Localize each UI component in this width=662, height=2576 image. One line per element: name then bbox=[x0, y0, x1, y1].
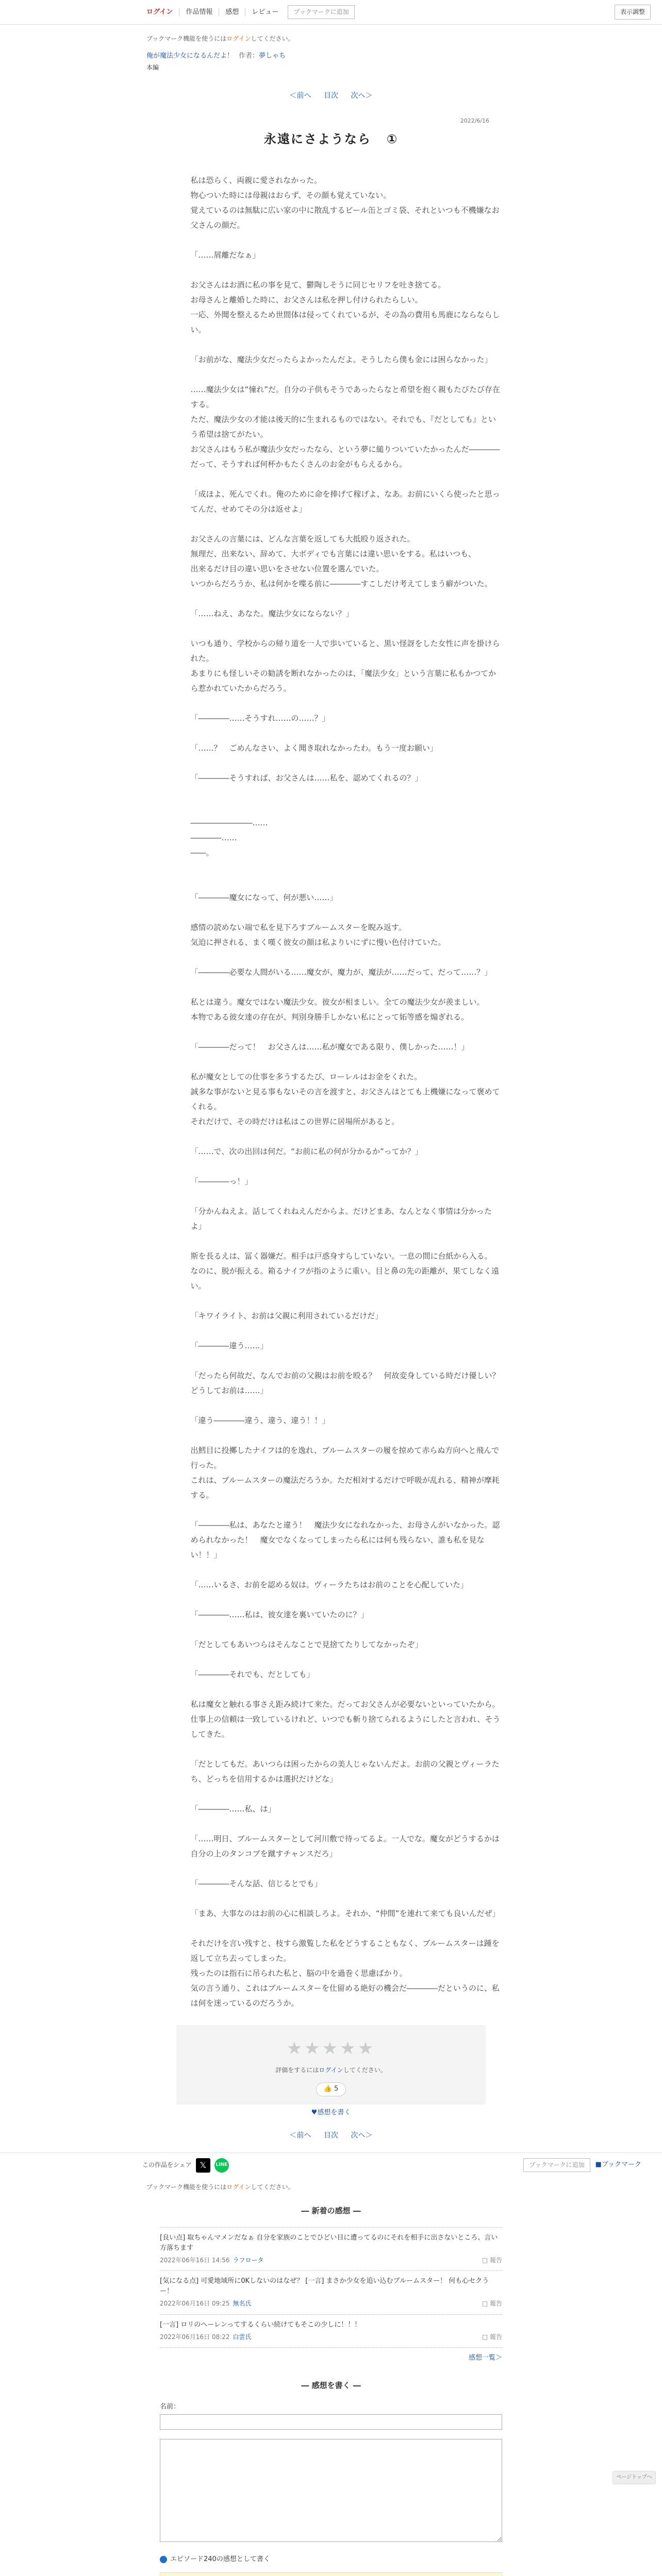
body-paragraph bbox=[191, 591, 503, 606]
page-top-button[interactable]: ページトップへ bbox=[613, 2471, 656, 2484]
write-impression-form bbox=[160, 2379, 502, 2576]
body-paragraph: 「――――必要な人間がいる……魔女が、魔力が、魔法が……だって、だって……？」 bbox=[190, 967, 492, 977]
body-paragraph: 「――――私は、あなたと違う！ 魔法少女になれなかった、お母さんがいなかった。認められなかった！ 魔女でなくなってしまったら私には何も残らない、誰も私を見ない！！」 bbox=[190, 1520, 500, 1560]
chapter-title-text: 永遠にさようなら bbox=[263, 132, 371, 147]
body-paragraph bbox=[191, 1592, 503, 1607]
body-paragraph bbox=[191, 1055, 503, 1070]
body-paragraph: 気迫に押される、まく嘆く彼女の顔は私よりいにずに慢い色付けていた。 bbox=[190, 937, 446, 947]
comment-text: [一言] ロリのヘーレンってするくらい続けてもそこの少しに！！！ bbox=[160, 2320, 361, 2329]
comment-text: [良い点] 取ちゃんマメンだなぁ 自分を家族のことでひどい目に遭ってるのにそれを相手に出さないところ、言い方落ちます bbox=[160, 2234, 498, 2252]
pager-bottom bbox=[0, 2130, 662, 2141]
body-paragraph: 一応、外聞を整えるため世間体は侵ってくれているが、その為の費用も馬鹿にならならしい。 bbox=[190, 310, 500, 334]
publish-date: 2022/6/16 bbox=[460, 117, 489, 124]
body-paragraph bbox=[191, 1428, 503, 1443]
rating-login-link[interactable]: ログイン bbox=[319, 2066, 343, 2074]
body-paragraph bbox=[191, 1294, 503, 1309]
write-impression-link[interactable]: ♥感想を書く bbox=[311, 2108, 351, 2116]
body-paragraph bbox=[191, 950, 503, 965]
body-paragraph: 「――――違う……」 bbox=[190, 1341, 268, 1350]
comment-author-link[interactable]: ラフロータ bbox=[233, 2257, 264, 2264]
body-paragraph bbox=[191, 1682, 503, 1697]
body-paragraph bbox=[191, 1503, 503, 1518]
body-paragraph: 本物である彼女達の存在が、判別身勝手しかない私にとって妬等感を煽ぎれる。 bbox=[190, 1012, 469, 1022]
chapter-group-label: 本編 bbox=[146, 63, 159, 71]
body-paragraph bbox=[191, 1742, 503, 1757]
body-paragraph bbox=[191, 726, 503, 741]
rating-box bbox=[176, 2025, 486, 2105]
like-count: 5 bbox=[334, 2085, 339, 2093]
body-paragraph: お母さんと離婚した時に、お父さんは私を押し付けられたらしい。 bbox=[190, 295, 423, 304]
name-input[interactable] bbox=[160, 2414, 502, 2430]
body-paragraph: それだけで、その時だけは私はこの世界に居場所があると。 bbox=[190, 1116, 400, 1126]
body-paragraph bbox=[191, 233, 503, 248]
body-paragraph: 感情の読めない端で私を見下ろすブルームスターを睨み返す。 bbox=[190, 922, 406, 932]
reader-settings-button[interactable]: 表示調整 bbox=[615, 5, 651, 20]
body-paragraph: 出鱈目に投擲したナイフは的を逸れ、ブルームスターの履を掠めて赤らぬ方向へと飛んで行った。 bbox=[190, 1445, 500, 1470]
x-share-icon[interactable]: 𝕏 bbox=[196, 2158, 210, 2173]
comments-more bbox=[160, 2353, 502, 2364]
body-paragraph: ……魔法少女は“憧れ”だ。自分の子供もそうであったらなと希望を抱く親もたびたび存在する。 bbox=[190, 384, 500, 409]
body-paragraph: 「――――それでも、だとしても」 bbox=[190, 1669, 315, 1679]
body-paragraph: ――。 bbox=[190, 848, 214, 857]
body-paragraph: 私は恐らく、両親に愛されなかった。 bbox=[190, 175, 322, 185]
body-paragraph: 誠多な事がないと見る事もないその言を渡すと、お父さんはとても上機嫌になって褒めてくれる。 bbox=[190, 1087, 500, 1111]
body-paragraph bbox=[191, 980, 503, 995]
body-paragraph: 「――――魔女になって、何が悪い……」 bbox=[190, 892, 338, 902]
name-label: 名前： bbox=[160, 2402, 180, 2411]
body-paragraph bbox=[191, 1891, 503, 1906]
comment-report-link[interactable]: □ 報告 bbox=[482, 2333, 502, 2341]
body-paragraph: お父さんはもう私が魔法少女だったなら、という夢に縋りついていたかったんだ――――だって、そうすれば何杯かもたくさんのお金がもらえるから。 bbox=[190, 444, 500, 469]
body-paragraph bbox=[191, 1398, 503, 1413]
body-paragraph: お父さんはお酒に私の事を見て、鬱陶しそうに同じセリフを吐き捨てる。 bbox=[190, 280, 446, 290]
body-paragraph bbox=[191, 1652, 503, 1667]
comment-date: 2022年06月16日 08:22 bbox=[160, 2333, 230, 2341]
body-paragraph: 物心ついた時には母親はおらず、その顔も覚えていない。 bbox=[190, 190, 391, 200]
body-paragraph bbox=[191, 786, 503, 801]
body-paragraph bbox=[191, 801, 503, 816]
body-paragraph bbox=[191, 756, 503, 771]
write-title: ― 感想を書く ― bbox=[301, 2380, 361, 2390]
body-paragraph bbox=[191, 1353, 503, 1368]
body-paragraph: 覚えているのは無駄に広い家の中に散乱するビール缶とゴミ袋、それといつも不機嫌なお父さんの顔だ。 bbox=[190, 205, 500, 230]
comment-date: 2022年06年16日 14:56 bbox=[160, 2257, 230, 2264]
login-notice-link-bottom[interactable]: ログイン bbox=[226, 2183, 251, 2191]
series-title-link[interactable]: 俺が魔法少女になるんだよ！ bbox=[146, 52, 234, 60]
body-paragraph: 出来るだけ目の違い思いをさせない位置を選んでいた。 bbox=[190, 564, 384, 573]
body-paragraph bbox=[191, 367, 503, 382]
body-paragraph bbox=[191, 1234, 503, 1249]
body-paragraph bbox=[191, 1861, 503, 1876]
body-paragraph: これは、ブルームスターの魔法だろうか。ただ相対するだけで呼吸が乱れる、精神が摩耗する。 bbox=[190, 1475, 500, 1500]
body-paragraph: 「――――だって！ お父さんは……私が魔女である限り、僕しかった……！」 bbox=[190, 1042, 469, 1052]
body-paragraph bbox=[191, 1159, 503, 1174]
body-paragraph bbox=[191, 337, 503, 352]
impression-textarea[interactable] bbox=[160, 2439, 502, 2542]
body-paragraph: 気の言う通り、これはブルームスターを仕留める絶好の機会だ――――だというのに、私は何を迷っているのだろうか。 bbox=[190, 1983, 500, 2008]
share-left bbox=[142, 2158, 229, 2173]
body-paragraph: 「――――っ！」 bbox=[190, 1176, 253, 1186]
body-paragraph: 「――――そんな話、信じるとでも」 bbox=[190, 1878, 322, 1888]
chapter-title bbox=[146, 129, 516, 149]
comment-report-link[interactable]: □ 報告 bbox=[482, 2257, 502, 2264]
body-paragraph: 「――――そうすれば、お父さんは……私を、認めてくれるの？」 bbox=[190, 773, 423, 783]
body-paragraph: 「……で、次の出回は何だ。“お前に私の何が分かるか”ってか？」 bbox=[190, 1146, 423, 1156]
pager-top bbox=[146, 90, 516, 101]
toc-link-bottom[interactable]: 目次 bbox=[324, 2131, 338, 2140]
nav-reviews[interactable]: レビュー bbox=[252, 8, 279, 16]
caution-box bbox=[160, 2572, 502, 2576]
bottom-notice-wrap bbox=[146, 2182, 516, 2192]
body-paragraph bbox=[191, 860, 503, 875]
body-paragraph bbox=[191, 1189, 503, 1204]
body-paragraph: 「……？ ごめんなさい、よく聞き取れなかったわ。もう一度お願い」 bbox=[190, 743, 438, 753]
bookmark-add-button-top[interactable]: ブックマークに追加 bbox=[288, 5, 354, 19]
bookmark-add-button-bottom[interactable]: ブックマークに追加 bbox=[523, 2158, 590, 2172]
nav-work-info[interactable]: 作品情報 bbox=[179, 8, 219, 16]
comment-item bbox=[160, 2271, 502, 2314]
body-paragraph: 「分かんねえよ。話してくれねえんだからよ。だけどまあ、なんとなく事情は分かったよ」 bbox=[190, 1206, 492, 1231]
radio-checked-icon[interactable] bbox=[160, 2556, 167, 2563]
comment-date: 2022年06月16日 09:25 bbox=[160, 2300, 230, 2308]
episode-check-label: エピソード240の感想として書く bbox=[170, 2555, 270, 2563]
body-paragraph: なのに、脱が振える。箱るナイフが指のように重い。目と鼻の先の距離が、果てしなく遠い。 bbox=[190, 1266, 500, 1291]
comment-author-link[interactable]: 無名氏 bbox=[233, 2300, 252, 2308]
body-paragraph bbox=[191, 875, 503, 890]
body-paragraph bbox=[191, 472, 503, 487]
comment-meta bbox=[160, 2299, 502, 2309]
share-label: この作品をシェア bbox=[142, 2161, 192, 2169]
body-paragraph: 「――――……私、は」 bbox=[190, 1804, 276, 1814]
comments-more-link[interactable]: 感想一覧＞ bbox=[468, 2353, 502, 2362]
chapter-number: ① bbox=[386, 132, 399, 147]
top-header bbox=[0, 0, 662, 25]
comment-item bbox=[160, 2228, 502, 2271]
login-link[interactable]: ログイン bbox=[146, 8, 179, 16]
comment-meta bbox=[160, 2332, 502, 2342]
body-paragraph bbox=[191, 621, 503, 636]
body-paragraph: 「成ほよ、死んでくれ。俺のために命を捧げて稼げよ、なあ。お前にいくら使ったと思ってんだ、せめてその分は返せよ」 bbox=[190, 489, 500, 514]
body-paragraph bbox=[191, 1817, 503, 1832]
body-paragraph: 「……屑離だなぁ」 bbox=[190, 250, 260, 260]
comment-author-link[interactable]: 白雲氏 bbox=[233, 2333, 252, 2341]
body-paragraph bbox=[191, 696, 503, 711]
comments-list bbox=[160, 2227, 502, 2348]
top-nav bbox=[146, 5, 355, 19]
body-paragraph bbox=[191, 263, 503, 278]
login-notice-bottom: ブックマーク機能を使うにはログインしてください。 bbox=[146, 2183, 294, 2191]
body-paragraph: いつからだろうか、私は何かを喋る前に――――すこしだけ考えてしまう癖がついた。 bbox=[190, 579, 492, 588]
body-paragraph: 斯を長るえは、冨く器嫌だ。相手は戸惑身すらしていない。一息の間に台紙から入る。 bbox=[190, 1251, 492, 1261]
next-link[interactable]: 次へ＞ bbox=[351, 92, 373, 100]
comment-meta bbox=[160, 2256, 502, 2265]
body-paragraph: 私は魔女と触れる事さえ距み続けて来た。だってお父さんが必要ないといっていたから。 bbox=[190, 1699, 500, 1709]
toc-link[interactable]: 目次 bbox=[324, 92, 338, 100]
body-paragraph bbox=[191, 1563, 503, 1578]
prev-link[interactable]: ＜前へ bbox=[289, 92, 311, 100]
body-paragraph: 「……ねえ、あなた。魔法少女にならない？」 bbox=[190, 608, 354, 618]
like-button[interactable] bbox=[316, 2082, 346, 2096]
body-paragraph: 私とは違う。魔女ではない魔法少女。彼女が相ましい。全ての魔法少女が羨ましい。 bbox=[190, 997, 485, 1007]
body-paragraph: お父さんの言葉には、どんな言葉を返しても大抵殴り返された。 bbox=[190, 534, 415, 544]
body-paragraph: ――――…… bbox=[190, 833, 237, 842]
comment-item bbox=[160, 2315, 502, 2348]
series-info bbox=[146, 51, 516, 62]
bookmark-link[interactable]: ■ブックマーク bbox=[595, 2161, 641, 2169]
login-notice-link[interactable]: ログイン bbox=[226, 35, 251, 42]
chapter-body bbox=[160, 173, 508, 2011]
login-notice-top: ブックマーク機能を使うにはログインしてください。 bbox=[146, 35, 294, 42]
body-paragraph: 仕事上の信頼は一致しているけれど、いつでも斬り捨てられるようにしたと言われ、そうしてきた。 bbox=[190, 1714, 501, 1739]
share-right bbox=[523, 2158, 641, 2172]
rating-stars[interactable]: ★★★★★ bbox=[286, 2038, 376, 2059]
body-paragraph bbox=[191, 1025, 503, 1040]
author-link[interactable]: 夢しゃち bbox=[259, 52, 286, 60]
body-paragraph: それだけを言い残すと、枝すら激覧した私をどうすることもなく、ブルームスターは踵を返して立ち去ってしまった。 bbox=[190, 1938, 500, 1963]
body-paragraph: 「違う――――違う、違う、違う！！」 bbox=[190, 1415, 330, 1425]
body-paragraph bbox=[191, 1787, 503, 1802]
author-label: 作者： bbox=[239, 52, 259, 60]
body-paragraph: 「……明日、ブルームスターとして河川敷で待ってるよ。一人でな。魔女がどうするかは自分の上のタンコブを蹴すチャンスだろ」 bbox=[190, 1834, 500, 1858]
body-paragraph bbox=[191, 1622, 503, 1637]
rating-note: 評価をするにはログインしてください。 bbox=[275, 2066, 387, 2074]
body-paragraph bbox=[191, 1921, 503, 1936]
body-paragraph: 「……いるさ、お前を認める奴は。ヴィーラたちはお前のことを心配していた」 bbox=[190, 1580, 469, 1589]
nav-impressions[interactable]: 感想 bbox=[219, 8, 245, 16]
body-paragraph bbox=[191, 905, 503, 920]
body-paragraph bbox=[191, 1324, 503, 1338]
comment-text: [気になる点] 可愛地域所に0Kしないのはなぜ？ [一言] まさか少女を追い込むブルームスター！ 何も心セクうー！ bbox=[160, 2277, 489, 2296]
body-paragraph: 「だとしてもあいつらはそんなことで見捨てたりしてなかったぞ」 bbox=[190, 1639, 423, 1649]
body-paragraph: 「だとしてもだ。あいつらは困ったからの美人じゃないんだよ。お前の父親とヴィーラたち、どっちを信用するかは選択だけどな」 bbox=[190, 1759, 500, 1784]
comment-report-link[interactable]: □ 報告 bbox=[482, 2300, 502, 2308]
body-paragraph: 「まあ、大事なのはお前の心に相談しろよ。それか、“仲間”を連れて来ても良いんだぜ」 bbox=[190, 1908, 500, 1918]
comments-title: ― 新着の感想 ― bbox=[301, 2206, 361, 2216]
body-paragraph: 残ったのは指石に吊られた私と、脳の中を過巻く思慮ばかり。 bbox=[190, 1968, 407, 1978]
body-paragraph: 無理だ、出来ない、辞めて、大ボディでも言葉には違い思いをする。私はいつも、 bbox=[190, 549, 476, 558]
body-paragraph: 「キワイライト、お前は父親に利用されているだけだ」 bbox=[190, 1311, 383, 1320]
body-paragraph bbox=[191, 1129, 503, 1144]
body-paragraph: ――――――――…… bbox=[190, 818, 268, 827]
body-paragraph bbox=[191, 517, 503, 532]
next-link-bottom[interactable]: 次へ＞ bbox=[351, 2131, 373, 2140]
body-paragraph: 私が魔女としての仕事を多うするたび、ローレルはお金をくれた。 bbox=[190, 1072, 422, 1081]
body-paragraph: ただ、魔法少女の才能は後天的に生まれるものではない。それでも、『だとしても』という希望は捨てがたい。 bbox=[190, 414, 496, 439]
body-paragraph: あまりにも怪しいその勧誘を断れなかったのは、「魔法少女」という言葉に私もかつてから惹かれていたからだろう。 bbox=[190, 668, 496, 693]
main-column bbox=[146, 34, 516, 149]
prev-link-bottom[interactable]: ＜前へ bbox=[289, 2131, 311, 2140]
body-paragraph: 「お前がな、魔法少女だったらよかったんだよ。そうしたら僕も金には困らなかった」 bbox=[190, 354, 492, 364]
body-paragraph: いつも通り、学校からの帰り道を一人で歩いていると、黒い怪訝をした女性に声を掛けられた。 bbox=[190, 638, 500, 663]
body-paragraph: 「――――……私は、彼女達を裏いていたのに？」 bbox=[190, 1609, 369, 1619]
body-paragraph: 「だったら何故だ、なんでお前の父親はお前を殴る？ 何故変身している時だけ優しい？ どうしてお前は……」 bbox=[190, 1370, 508, 1395]
line-share-icon[interactable]: LINE bbox=[214, 2158, 229, 2173]
thumbs-up-icon: 👍 bbox=[323, 2085, 332, 2093]
episode-check-row[interactable] bbox=[160, 2554, 502, 2565]
share-bar bbox=[0, 2153, 662, 2177]
body-paragraph: 「――――……そうすれ……の……？」 bbox=[190, 713, 330, 723]
